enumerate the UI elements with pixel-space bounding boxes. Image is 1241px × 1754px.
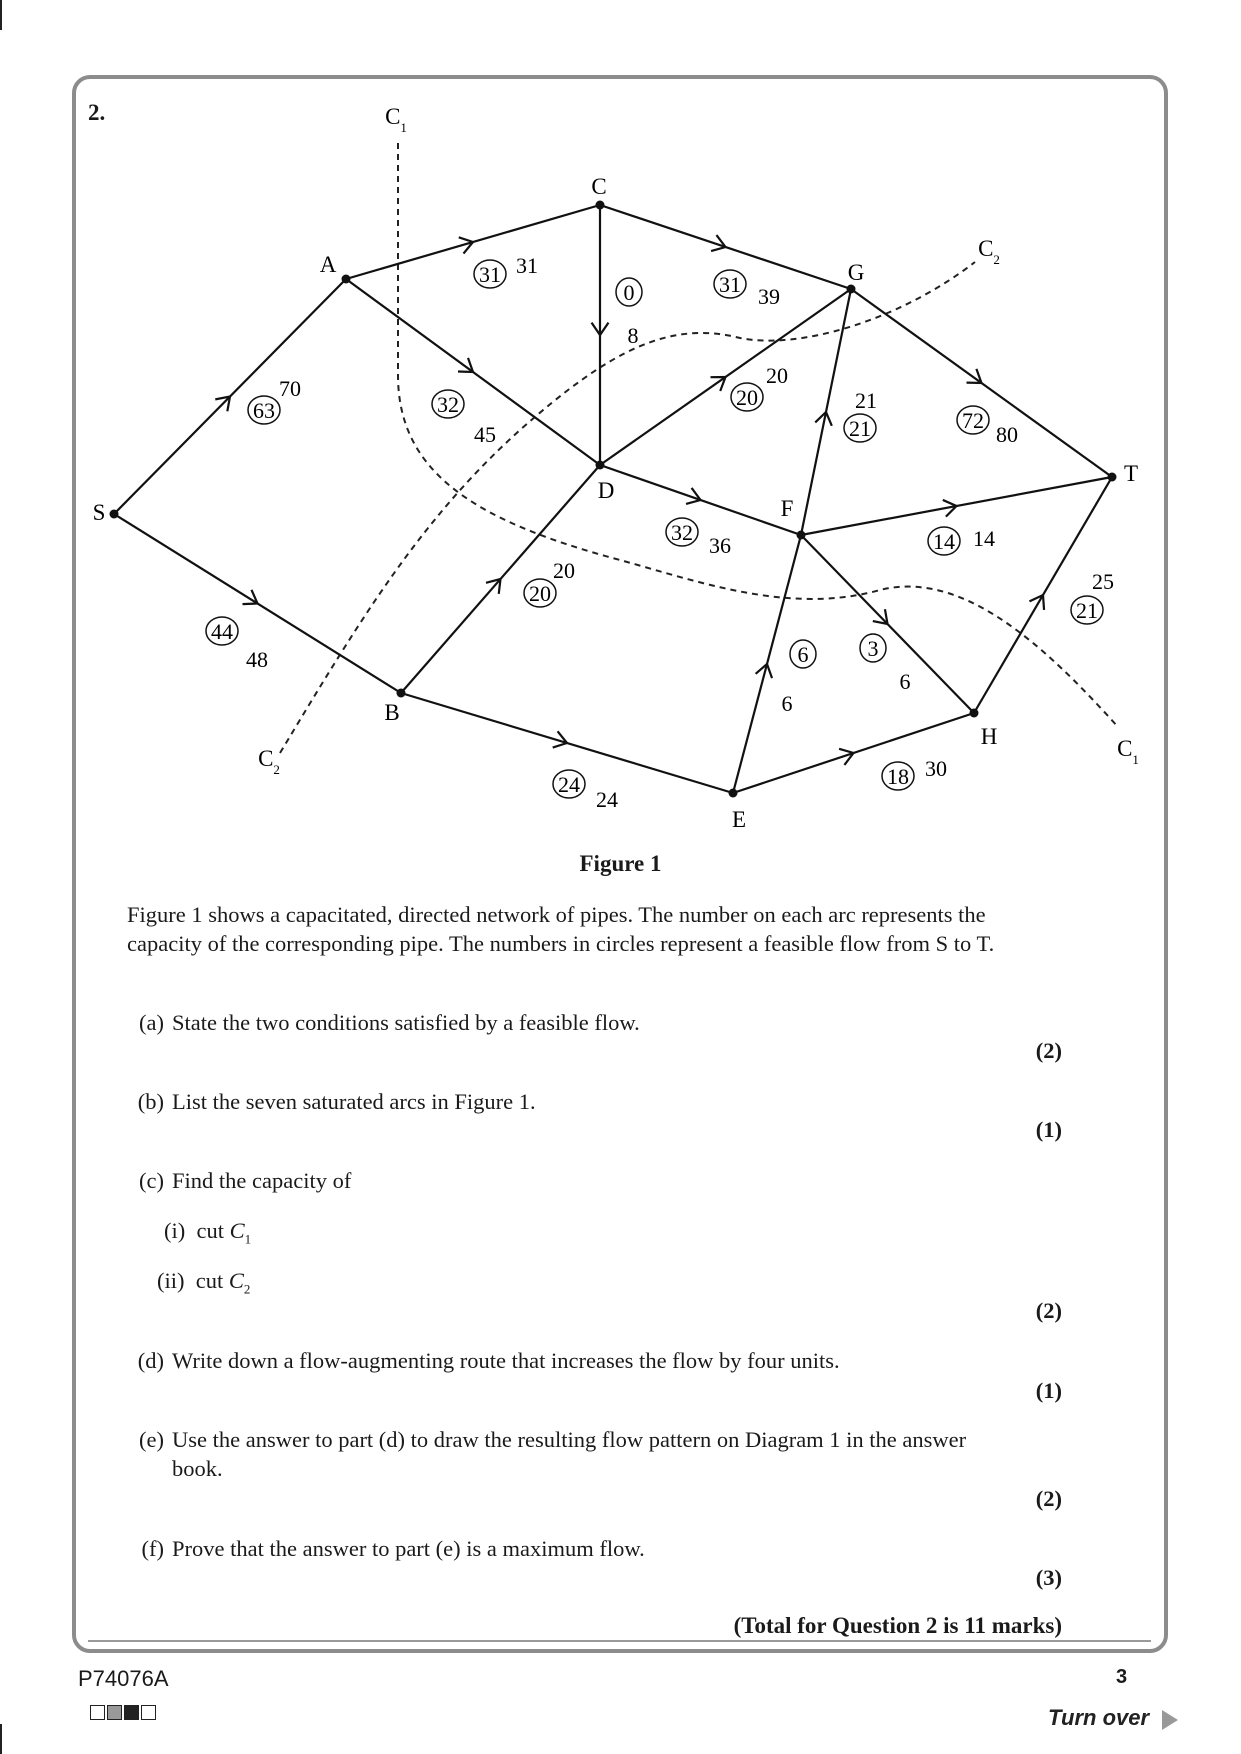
node-C [596,201,605,210]
part-d [122,1346,840,1375]
node-S [110,510,119,519]
node-A [342,275,351,284]
paper-code: P74076A [78,1666,169,1691]
node-label: E [731,807,747,832]
cut-label: $C_1$ [1117,736,1139,767]
marks: (2) [1035,1486,1062,1511]
arc-flow: 3 [867,636,879,661]
part-text: State the two conditions satisfied by a feasible flow. [172,1010,640,1035]
node-label: T [1123,461,1139,486]
marks: (1) [1035,1117,1062,1142]
arc-capacity: 80 [996,422,1018,447]
arc-flow: 18 [887,764,909,789]
marks: (2) [1035,1298,1062,1323]
subpart-label: (ii) [157,1268,185,1293]
node-label: H [980,724,998,749]
arc-capacity: 31 [516,253,538,278]
divider [88,1640,1151,1642]
barcode-icon [90,1705,156,1720]
arc-flow: 32 [671,520,693,545]
node-B [397,689,406,698]
node-D [596,461,605,470]
node-label: S [92,500,106,525]
figure-caption: Figure 1 [579,851,662,876]
node-label: D [597,478,615,503]
part-text: Write down a flow-augmenting route that increases the flow by four units. [172,1348,840,1373]
arc-capacity: 6 [899,669,911,694]
part-a [122,1008,640,1037]
part-label: (d) [137,1348,164,1373]
part-e [122,1425,1002,1483]
cut-var: C [228,1268,244,1293]
subpart-i [164,1218,251,1248]
cut-var: C [229,1218,245,1243]
question-number: 2. [88,100,106,125]
arc-capacity: 30 [925,756,947,781]
cut-lines [280,143,1118,753]
part-label: (f) [141,1536,164,1561]
arc-flow: 63 [253,398,275,423]
arrow-right-icon [1162,1710,1178,1730]
part-b [122,1087,536,1116]
arc-labels [206,104,1139,812]
turn-over-label: Turn over [1048,1705,1150,1730]
arc-capacity: 8 [627,323,639,348]
nodes [93,174,1138,832]
cut-label: $C_1$ [385,104,407,135]
subpart-ii [157,1268,250,1298]
arc-capacity: 14 [973,526,995,551]
arc-flow: 31 [479,262,501,287]
arc-flow: 21 [1076,598,1098,623]
page-number: 3 [1116,1666,1128,1688]
cut-sub: 1 [244,1231,252,1247]
arc-capacity: 24 [596,787,618,812]
network-figure [0,0,1241,870]
arc-flow: 20 [736,385,758,410]
part-label: (b) [137,1089,164,1114]
node-F [797,531,806,540]
arc-capacity: 25 [1092,569,1114,594]
arc-flow: 24 [558,772,580,797]
node-H [970,709,979,718]
arc-capacity: 39 [758,284,780,309]
marks: (2) [1035,1038,1062,1063]
subpart-text: cut [195,1268,224,1293]
arc-capacity: 20 [766,363,788,388]
crop-mark [0,1724,2,1754]
node-label: G [847,260,865,285]
marks: (3) [1035,1565,1062,1590]
subpart-label: (i) [164,1218,186,1243]
arc-capacity: 21 [855,388,877,413]
node-label: A [319,252,337,277]
node-label: B [384,700,400,725]
part-label: (c) [139,1168,164,1193]
cut-label: $C_2$ [258,746,280,777]
part-label: (e) [139,1427,164,1452]
arc-flow: 6 [797,642,809,667]
part-f [122,1534,645,1563]
part-text: Prove that the answer to part (e) is a maximum flow. [172,1536,645,1561]
marks: (1) [1035,1378,1062,1403]
total-marks: (Total for Question 2 is 11 marks) [733,1613,1062,1638]
arc-capacity: 36 [709,533,731,558]
arc-flow: 32 [437,392,459,417]
part-label: (a) [139,1010,164,1035]
arc-flow: 14 [933,529,955,554]
node-label: F [780,496,794,521]
cut-label: $C_2$ [978,236,1000,267]
node-label: C [591,174,607,199]
subpart-text: cut [196,1218,224,1243]
part-c [122,1166,351,1195]
node-E [729,789,738,798]
cut-sub: 2 [243,1281,251,1297]
arc-flow: 31 [719,272,741,297]
arc-flow: 44 [211,619,233,644]
arc-flow: 0 [623,280,635,305]
node-T [1108,473,1117,482]
arc-capacity: 70 [279,376,301,401]
arc-flow: 20 [529,581,551,606]
intro-text: Figure 1 shows a capacitated, directed network of pipes. The number on each arc represents the capacity of the corresponding pipe. The numbers in circles represent a feasible flow from S to T. [127,902,995,956]
arc-capacity: 20 [553,558,575,583]
part-text: List the seven saturated arcs in Figure 1. [172,1089,536,1114]
node-G [847,285,856,294]
part-text: Find the capacity of [172,1168,352,1193]
arc-flow: 21 [849,416,871,441]
arc-capacity: 45 [474,422,496,447]
part-text: Use the answer to part (d) to draw the resulting flow pattern on Diagram 1 in the answer book. [172,1427,967,1481]
arc-capacity: 48 [246,647,268,672]
arc-flow: 72 [962,408,984,433]
arc-capacity: 6 [781,691,793,716]
